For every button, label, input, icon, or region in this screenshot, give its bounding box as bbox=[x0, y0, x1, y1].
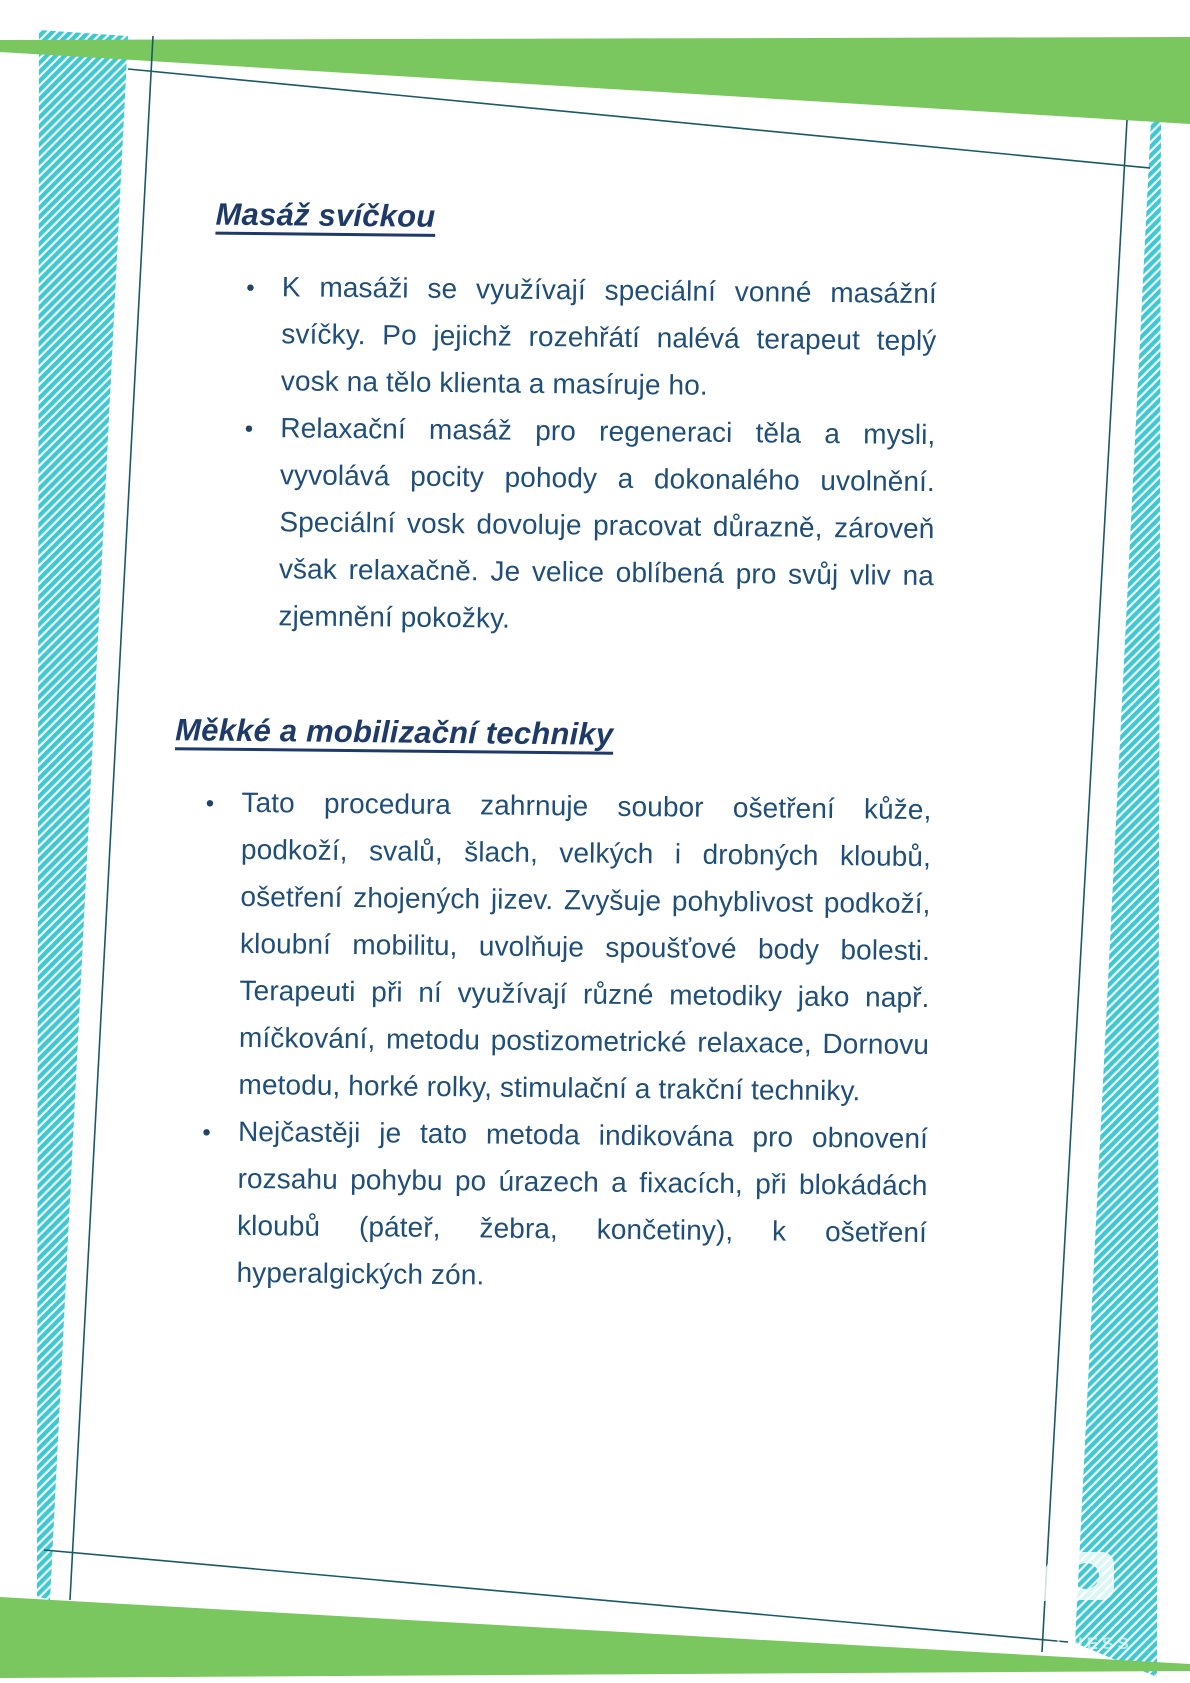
watermark-caption: LNESS bbox=[1056, 1634, 1133, 1653]
bullet-list bbox=[169, 778, 931, 1303]
section-masaz-svickou bbox=[211, 197, 938, 647]
bullet-item: ● Relaxační masáž pro regeneraci těla a mysli, vyvolává pocity pohody a dokonalého uvolnění. Speciální vosk dovoluje pracovat důrazně, zároveň však relaxačně. Je velice oblíbená pro svůj vliv na zjemnění pokožky. bbox=[278, 404, 935, 646]
bullet-list bbox=[211, 263, 937, 647]
section-heading: Měkké a mobilizační techniky bbox=[175, 712, 614, 752]
section-heading: Masáž svíčkou bbox=[215, 196, 436, 234]
section-mekke-techniky bbox=[169, 712, 932, 1303]
bullet-item: ● Nejčastěji je tato metoda indikována pro obnovení rozsahu pohybu po úrazech a fixacích, při blokádách kloubů (páteř, žebra, končetiny), k ošetření hyperalgických zón. bbox=[236, 1108, 928, 1303]
bullet-item: ● K masáži se využívají speciální vonné masážní svíčky. Po jejichž rozehřátí nalévá terapeut teplý vosk na tělo klienta a masíruje ho. bbox=[281, 263, 937, 411]
bullet-item: ● Tato procedura zahrnuje soubor ošetření kůže, podkoží, svalů, šlach, velkých i drobných kloubů, ošetření zhojených jizev. Zvyšuje pohyblivost podkoží, kloubní mobilitu, uvolňuje spoušťové body bolesti. Terapeuti při ní využívají různé metodiky jako např. míčkování, metodu postizometrické relaxace, Dornovu metodu, horké rolky, stimulační a trakční techniky. bbox=[238, 779, 931, 1115]
